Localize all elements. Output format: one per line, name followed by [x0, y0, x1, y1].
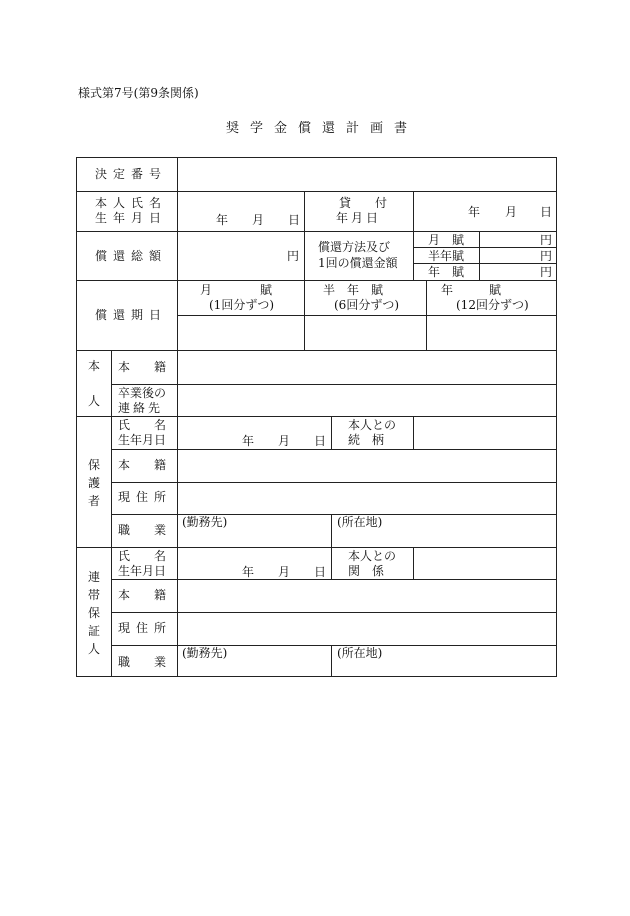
guarantor-birth-day-unit: 日 — [314, 565, 327, 579]
col-half-yearly-header: 半 年 賦 — [323, 283, 384, 297]
guarantor-workplace-label: (勤務先) — [182, 646, 228, 660]
loan-month-unit: 月 — [505, 205, 518, 219]
birthdate-label: 生年月日 — [95, 211, 168, 225]
decision-number-field[interactable] — [178, 158, 556, 191]
birth-year-unit: 年 — [216, 213, 229, 227]
col-half-yearly-sub: (6回分ずつ) — [334, 298, 399, 312]
guardian-relationship-field[interactable] — [414, 417, 556, 449]
self-section-label-bottom: 人 — [88, 394, 101, 408]
self-domicile-label: 本 籍 — [118, 360, 167, 374]
total-yen-unit: 円 — [287, 249, 300, 263]
monthly-date-field[interactable] — [178, 316, 304, 350]
guarantor-birth-month-unit: 月 — [278, 565, 291, 579]
repayment-amount-label: 1回の償還金額 — [318, 256, 398, 270]
loan-label: 貸 付 — [339, 196, 388, 210]
guardian-name-label: 氏 名 — [118, 418, 167, 432]
post-graduation-contact-field[interactable] — [178, 385, 556, 416]
guarantor-relation-label: 本人との — [348, 549, 397, 563]
guardian-relation-label: 本人との — [348, 418, 397, 432]
guarantor-domicile-label: 本 籍 — [118, 588, 167, 602]
loan-year-unit: 年 — [468, 205, 481, 219]
loan-date-field[interactable] — [414, 192, 556, 231]
guardian-location-label: (所在地) — [337, 515, 383, 529]
guarantor-label-3: 保 — [88, 606, 101, 620]
guarantor-name-field[interactable] — [178, 548, 331, 579]
guarantor-label-4: 証 — [88, 624, 101, 638]
half-yearly-yen-unit: 円 — [540, 249, 553, 263]
guarantor-domicile-field[interactable] — [178, 580, 556, 612]
guarantor-birth-year-unit: 年 — [242, 565, 255, 579]
guarantor-location-label: (所在地) — [337, 646, 383, 660]
self-domicile-field[interactable] — [178, 351, 556, 384]
total-repayment-label: 償還総額 — [95, 249, 168, 263]
guardian-workplace-label: (勤務先) — [182, 515, 228, 529]
guarantor-birthdate-label: 生年月日 — [118, 564, 167, 578]
col-yearly-header: 年 賦 — [441, 283, 502, 297]
guarantor-relationship-label: 関 係 — [348, 564, 385, 578]
half-yearly-label: 半年賦 — [428, 249, 465, 263]
col-yearly-sub: (12回分ずつ) — [456, 298, 529, 312]
guardian-name-field[interactable] — [178, 417, 331, 449]
loan-date-label: 年月日 — [336, 211, 382, 225]
col-monthly-header: 月 賦 — [200, 283, 273, 297]
guarantor-label-1: 連 — [88, 570, 101, 584]
guarantor-occupation-label: 職 業 — [118, 655, 167, 669]
guardian-address-label: 現住所 — [118, 490, 173, 504]
monthly-yen-unit: 円 — [540, 233, 553, 247]
guardian-label-3: 者 — [88, 494, 101, 508]
guardian-location-field[interactable] — [332, 515, 556, 547]
self-section-label-top: 本 — [88, 359, 101, 373]
guardian-label-2: 護 — [88, 476, 101, 490]
guarantor-label-5: 人 — [88, 642, 101, 656]
guardian-birth-year-unit: 年 — [242, 434, 255, 448]
loan-day-unit: 日 — [540, 205, 553, 219]
guarantor-address-field[interactable] — [178, 613, 556, 645]
yearly-yen-unit: 円 — [540, 265, 553, 279]
name-birthdate-field[interactable] — [178, 192, 304, 231]
yearly-label: 年 賦 — [428, 265, 465, 279]
guardian-workplace-field[interactable] — [178, 515, 331, 547]
guarantor-location-field[interactable] — [332, 646, 556, 676]
repayment-date-label: 償還期日 — [95, 308, 168, 322]
guardian-address-field[interactable] — [178, 483, 556, 514]
repayment-method-label: 償還方法及び — [318, 240, 391, 254]
form-number: 様式第7号(第9条関係) — [78, 86, 199, 100]
contact-label: 連絡先 — [118, 401, 164, 415]
guarantor-label-2: 帯 — [88, 588, 101, 602]
guardian-domicile-label: 本 籍 — [118, 458, 167, 472]
guarantor-relationship-field[interactable] — [414, 548, 556, 579]
guardian-birth-day-unit: 日 — [314, 434, 327, 448]
guardian-birthdate-label: 生年月日 — [118, 433, 167, 447]
birth-month-unit: 月 — [252, 213, 265, 227]
post-graduation-label: 卒業後の — [118, 386, 167, 400]
guardian-label-1: 保 — [88, 458, 101, 472]
monthly-label: 月 賦 — [428, 233, 465, 247]
birth-day-unit: 日 — [288, 213, 301, 227]
guardian-occupation-label: 職 業 — [118, 523, 167, 537]
guardian-domicile-field[interactable] — [178, 450, 556, 482]
guarantor-address-label: 現住所 — [118, 621, 173, 635]
guardian-birth-month-unit: 月 — [278, 434, 291, 448]
total-repayment-field[interactable] — [178, 232, 304, 280]
half-yearly-date-field[interactable] — [305, 316, 426, 350]
document-title: 奨学金償還計画書 — [226, 121, 419, 136]
col-monthly-sub: (1回分ずつ) — [209, 298, 274, 312]
name-label: 本人氏名 — [95, 196, 168, 210]
yearly-date-field[interactable] — [427, 316, 556, 350]
guarantor-workplace-field[interactable] — [178, 646, 331, 676]
decision-number-label: 決定番号 — [95, 167, 168, 181]
guardian-relationship-label: 続 柄 — [348, 433, 385, 447]
guarantor-name-label: 氏 名 — [118, 549, 167, 563]
